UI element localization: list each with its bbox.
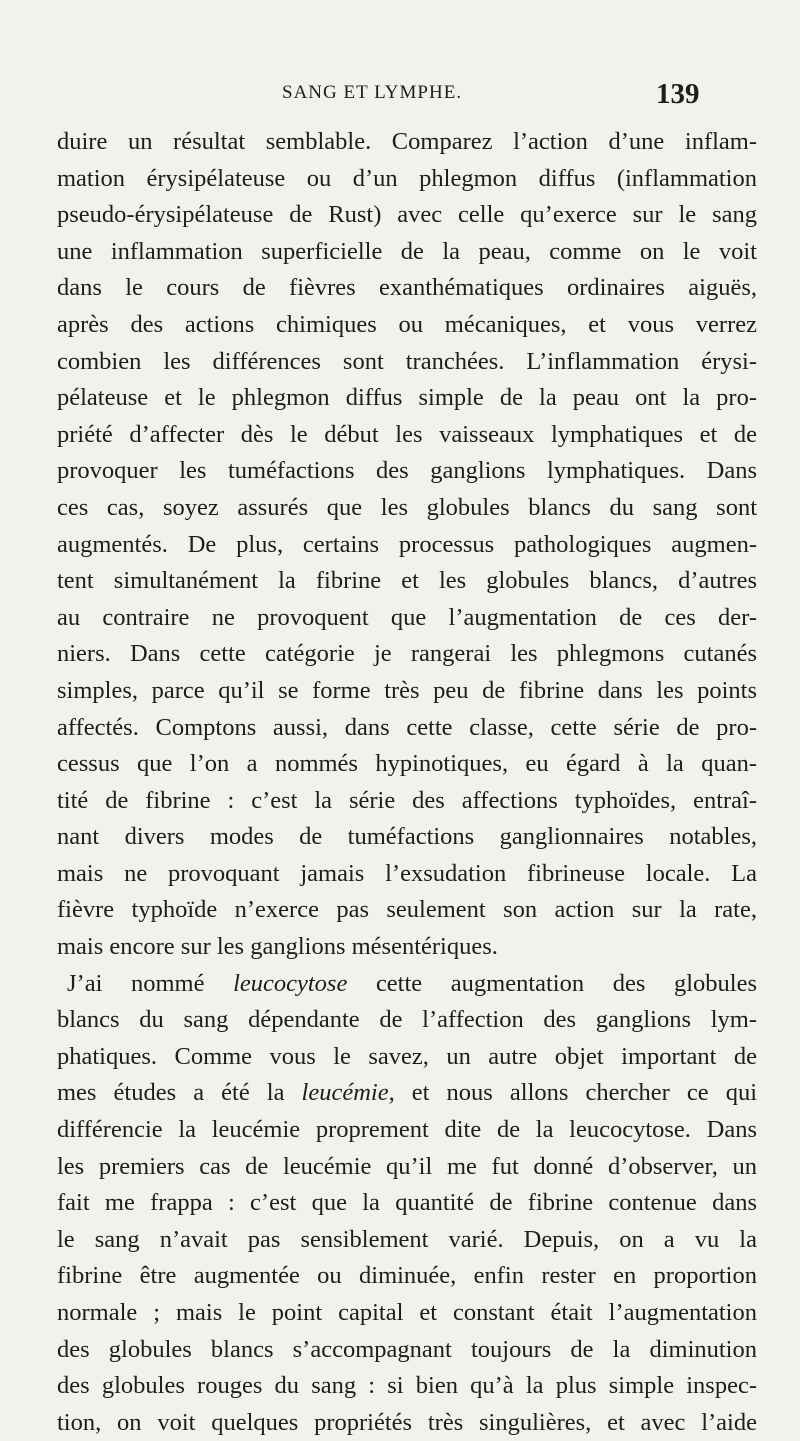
text-line (57, 490, 757, 527)
text-segment: cessus que l’on a nommés hypinotiques, eu égard à la quan- (57, 750, 757, 778)
text-segment: tent simultanément la fibrine et les globules blancs, d’autres (57, 567, 757, 595)
text-line (57, 1149, 757, 1186)
text-segment: augmentés. De plus, certains processus pathologiques augmen- (57, 530, 757, 558)
text-line (57, 636, 757, 673)
text-line (57, 746, 757, 783)
text-segment: fièvre typhoïde n’exerce pas seulement son action sur la rate, (57, 896, 757, 924)
italic-term: leucémie (301, 1079, 389, 1107)
running-title: SANG ET LYMPHE. (282, 82, 463, 103)
text-line (57, 929, 757, 966)
text-segment: phatiques. Comme vous le savez, un autre objet important de (57, 1042, 757, 1070)
text-line (57, 161, 757, 198)
text-line (57, 344, 757, 381)
text-segment: tité de fibrine : c’est la série des affections typhoïdes, entraî- (57, 786, 757, 814)
text-line (57, 380, 757, 417)
text-line (57, 124, 757, 161)
text-line (57, 783, 757, 820)
text-segment: mais ne provoquant jamais l’exsudation fibrineuse locale. La (57, 859, 757, 887)
text-line (57, 563, 757, 600)
text-line (57, 1222, 757, 1259)
text-segment: dans le cours de fièvres exanthématiques ordinaires aiguës, (57, 274, 757, 302)
text-line (57, 1039, 757, 1076)
text-segment: fait me frappa : c’est que la quantité de fibrine contenue dans (57, 1189, 757, 1217)
text-segment: les premiers cas de leucémie qu’il me fut donné d’observer, un (57, 1152, 757, 1180)
text-line (57, 856, 757, 893)
text-line (57, 1112, 757, 1149)
text-segment: différencie la leucémie proprement dite de la leucocytose. Dans (57, 1116, 757, 1144)
text-segment: blancs du sang dépendante de l’affection des ganglions lym- (57, 1006, 757, 1034)
text-line (57, 600, 757, 637)
text-segment: des globules blancs s’accompagnant toujours de la diminution (57, 1335, 757, 1363)
text-segment: J’ai nommé (67, 969, 234, 997)
text-line (57, 1075, 757, 1112)
text-line (57, 417, 757, 454)
text-line (57, 527, 757, 564)
text-segment: tion, on voit quelques propriétés très singulières, et avec l’aide (57, 1408, 757, 1436)
text-line (57, 453, 757, 490)
text-segment: duire un résultat semblable. Comparez l’action d’une inflam- (57, 128, 757, 155)
text-segment: après des actions chimiques ou mécaniques, et vous verrez (57, 310, 757, 338)
text-segment: au contraire ne provoquent que l’augmentation de ces der- (57, 603, 757, 631)
text-segment: , et nous allons chercher ce qui (388, 1079, 758, 1107)
text-segment: pélateuse et le phlegmon diffus simple de la peau ont la pro- (57, 384, 757, 412)
text-line (57, 710, 757, 747)
text-line (57, 270, 757, 307)
text-line (57, 234, 757, 271)
text-segment: normale ; mais le point capital et constant était l’augmentation (57, 1299, 757, 1326)
text-segment: combien les différences sont tranchées. L’inflammation érysi- (57, 347, 757, 375)
text-line (57, 1332, 757, 1369)
text-line (57, 673, 757, 710)
text-line (57, 307, 757, 344)
italic-term: leucocytose (233, 969, 348, 997)
text-line (57, 1295, 757, 1332)
text-line (57, 1405, 757, 1441)
text-segment: simples, parce qu’il se forme très peu de fibrine dans les points (57, 676, 757, 704)
text-segment: nant divers modes de tuméfactions ganglionnaires notables, (57, 823, 757, 851)
text-segment: provoquer les tuméfactions des ganglions lymphatiques. Dans (57, 457, 757, 485)
text-segment: fibrine être augmentée ou diminuée, enfin rester en proportion (57, 1262, 757, 1290)
text-segment: le sang n’avait pas sensiblement varié. Depuis, on a vu la (57, 1225, 757, 1253)
text-line (57, 1258, 757, 1295)
text-segment: une inflammation superficielle de la peau, comme on le voit (57, 237, 757, 265)
body-text (57, 124, 757, 1441)
text-line (57, 819, 757, 856)
text-segment: affectés. Comptons aussi, dans cette classe, cette série de pro- (57, 713, 757, 741)
text-segment: des globules rouges du sang : si bien qu’à la plus simple inspec- (57, 1372, 757, 1400)
text-segment: mation érysipélateuse ou d’un phlegmon diffus (inflammation (57, 164, 757, 192)
text-line (57, 966, 757, 1003)
text-segment: cette augmentation des globules (347, 969, 757, 997)
text-segment: ces cas, soyez assurés que les globules blancs du sang sont (57, 493, 757, 521)
text-segment: priété d’affecter dès le début les vaisseaux lymphatiques et de (57, 420, 757, 448)
text-line (57, 197, 757, 234)
text-line (57, 1368, 757, 1405)
page-header (0, 80, 800, 112)
text-segment: niers. Dans cette catégorie je rangerai les phlegmons cutanés (57, 640, 757, 668)
text-line (57, 1002, 757, 1039)
text-line (57, 892, 757, 929)
text-segment: mais encore sur les ganglions mésentériques. (57, 933, 498, 961)
text-segment: pseudo-érysipélateuse de Rust) avec celle qu’exerce sur le sang (57, 201, 757, 229)
page-number: 139 (656, 78, 700, 110)
text-segment: mes études a été la (57, 1079, 302, 1107)
text-line (57, 1185, 757, 1222)
